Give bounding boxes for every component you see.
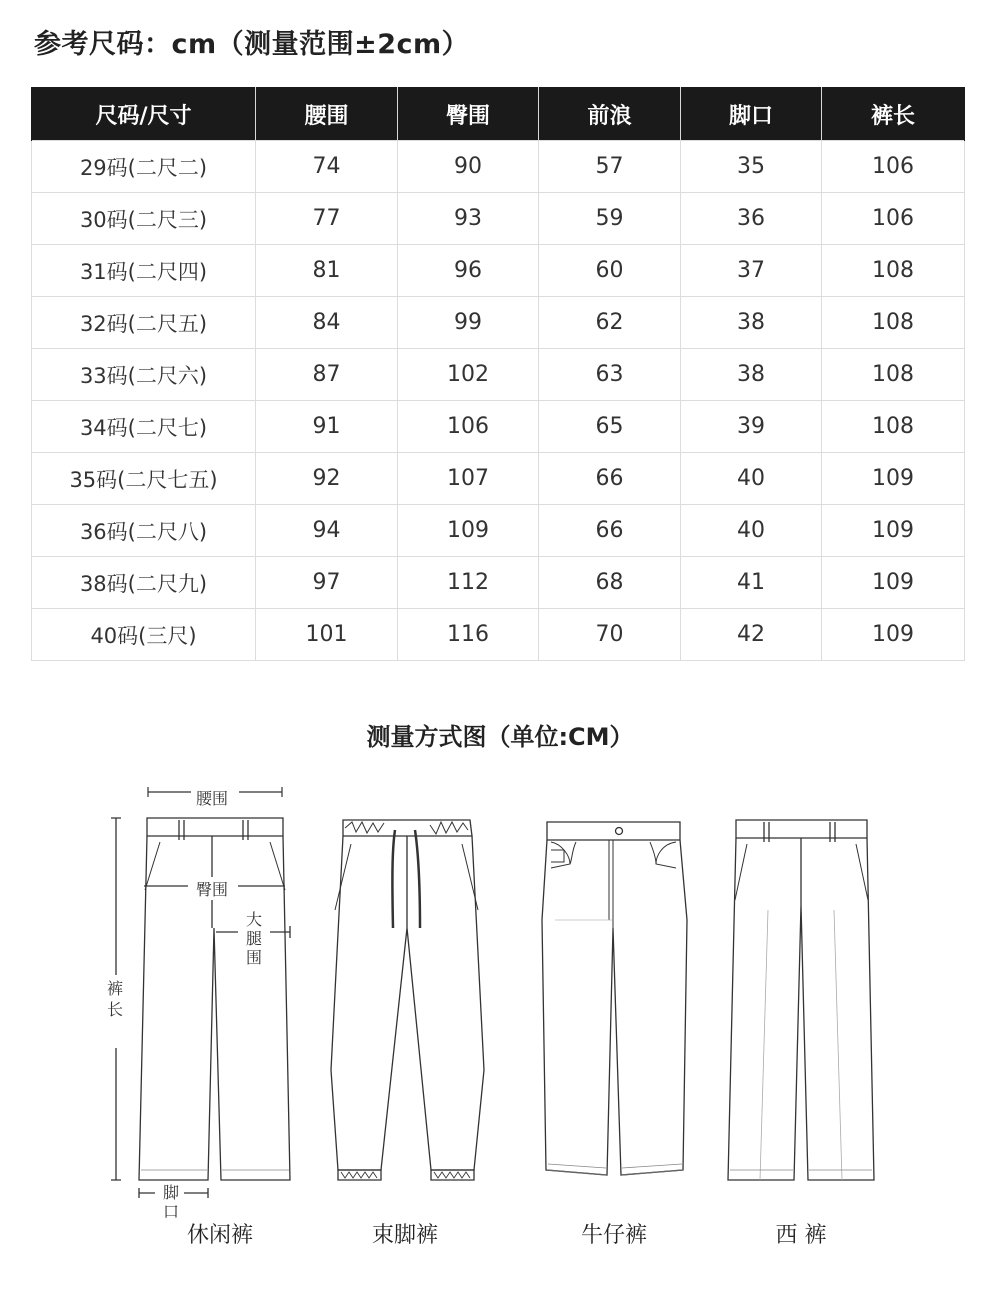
thigh-label-char: 腿 — [245, 929, 262, 948]
measurement-cell: 108 — [822, 349, 965, 401]
measurement-cell: 57 — [539, 141, 681, 193]
measurement-cell: 101 — [256, 609, 398, 661]
size-cell: 38码(二尺九) — [32, 557, 256, 609]
figure-label-jogger: 束脚裤 — [371, 1223, 438, 1248]
length-label — [105, 978, 125, 1020]
measurement-cell: 96 — [398, 245, 539, 297]
measurement-cell: 109 — [822, 505, 965, 557]
measurement-cell: 41 — [681, 557, 822, 609]
measurement-cell: 99 — [398, 297, 539, 349]
measurement-cell: 40 — [681, 453, 822, 505]
length-label-char: 长 — [106, 1000, 123, 1019]
size-cell: 40码(三尺) — [32, 609, 256, 661]
measurement-cell: 92 — [256, 453, 398, 505]
header-size: 尺码/尺寸 — [32, 88, 256, 141]
waist-label: 腰围 — [196, 786, 228, 809]
measurement-cell: 109 — [822, 557, 965, 609]
size-cell: 31码(二尺四) — [32, 245, 256, 297]
measurement-cell: 97 — [256, 557, 398, 609]
measurement-cell: 63 — [539, 349, 681, 401]
size-cell: 33码(二尺六) — [32, 349, 256, 401]
measurement-cell: 109 — [398, 505, 539, 557]
measurement-cell: 60 — [539, 245, 681, 297]
measurement-cell: 106 — [822, 141, 965, 193]
measurement-diagram — [0, 770, 1000, 1220]
measurement-cell: 107 — [398, 453, 539, 505]
table-header-row — [32, 88, 965, 141]
size-cell: 30码(二尺三) — [32, 193, 256, 245]
table-row — [32, 557, 965, 609]
measurement-cell: 112 — [398, 557, 539, 609]
measurement-cell: 40 — [681, 505, 822, 557]
measurement-cell: 81 — [256, 245, 398, 297]
table-row — [32, 609, 965, 661]
measurement-cell: 39 — [681, 401, 822, 453]
measurement-cell: 93 — [398, 193, 539, 245]
measurement-cell: 106 — [822, 193, 965, 245]
measurement-cell: 91 — [256, 401, 398, 453]
figure-label-jeans: 牛仔裤 — [580, 1223, 647, 1248]
measurement-cell: 74 — [256, 141, 398, 193]
table-row — [32, 349, 965, 401]
thigh-label-char: 围 — [245, 948, 262, 967]
table-row — [32, 505, 965, 557]
size-cell: 29码(二尺二) — [32, 141, 256, 193]
measurement-cell: 109 — [822, 609, 965, 661]
measurement-cell: 108 — [822, 245, 965, 297]
thigh-label — [245, 910, 263, 967]
casual-pants-figure — [111, 787, 290, 1198]
hem-label — [161, 1183, 181, 1221]
hip-label: 臀围 — [196, 877, 228, 900]
measurement-cell: 70 — [539, 609, 681, 661]
size-cell: 32码(二尺五) — [32, 297, 256, 349]
page-title: 参考尺码：cm（测量范围±2cm） — [34, 29, 470, 60]
measurement-cell: 35 — [681, 141, 822, 193]
measurement-cell: 108 — [822, 297, 965, 349]
measurement-cell: 36 — [681, 193, 822, 245]
size-cell: 36码(二尺八) — [32, 505, 256, 557]
table-row — [32, 141, 965, 193]
header-front-rise: 前浪 — [539, 88, 681, 141]
table-row — [32, 453, 965, 505]
measurement-cell: 84 — [256, 297, 398, 349]
measurement-cell: 108 — [822, 401, 965, 453]
thigh-label-char: 大 — [245, 910, 262, 929]
measurement-cell: 59 — [539, 193, 681, 245]
header-length: 裤长 — [822, 88, 965, 141]
measurement-cell: 66 — [539, 505, 681, 557]
measurement-cell: 87 — [256, 349, 398, 401]
measurement-cell: 38 — [681, 297, 822, 349]
header-waist: 腰围 — [256, 88, 398, 141]
dress-trousers-figure — [728, 820, 874, 1180]
figure-label-dress: 西 裤 — [775, 1223, 827, 1248]
jogger-pants-figure — [331, 820, 484, 1180]
measurement-cell: 94 — [256, 505, 398, 557]
figure-label-casual: 休闲裤 — [186, 1223, 253, 1248]
table-row — [32, 245, 965, 297]
table-row — [32, 297, 965, 349]
measurement-cell: 68 — [539, 557, 681, 609]
length-label-char: 裤 — [106, 979, 123, 998]
measure-section-title: 测量方式图（单位:CM） — [366, 723, 634, 751]
measurement-cell: 37 — [681, 245, 822, 297]
measurement-cell: 42 — [681, 609, 822, 661]
table-row — [32, 401, 965, 453]
measurement-cell: 102 — [398, 349, 539, 401]
table-row — [32, 193, 965, 245]
measurement-cell: 77 — [256, 193, 398, 245]
measurement-cell: 90 — [398, 141, 539, 193]
jeans-figure — [542, 822, 687, 1175]
measurement-cell: 38 — [681, 349, 822, 401]
measurement-cell: 66 — [539, 453, 681, 505]
hem-label-char: 口 — [162, 1202, 179, 1221]
hem-label-char: 脚 — [162, 1183, 179, 1202]
header-hem: 脚口 — [681, 88, 822, 141]
header-hip: 臀围 — [398, 88, 539, 141]
size-cell: 34码(二尺七) — [32, 401, 256, 453]
measurement-cell: 116 — [398, 609, 539, 661]
measurement-cell: 109 — [822, 453, 965, 505]
measurement-cell: 65 — [539, 401, 681, 453]
measurement-cell: 62 — [539, 297, 681, 349]
size-table — [31, 87, 965, 661]
measurement-cell: 106 — [398, 401, 539, 453]
size-cell: 35码(二尺七五) — [32, 453, 256, 505]
